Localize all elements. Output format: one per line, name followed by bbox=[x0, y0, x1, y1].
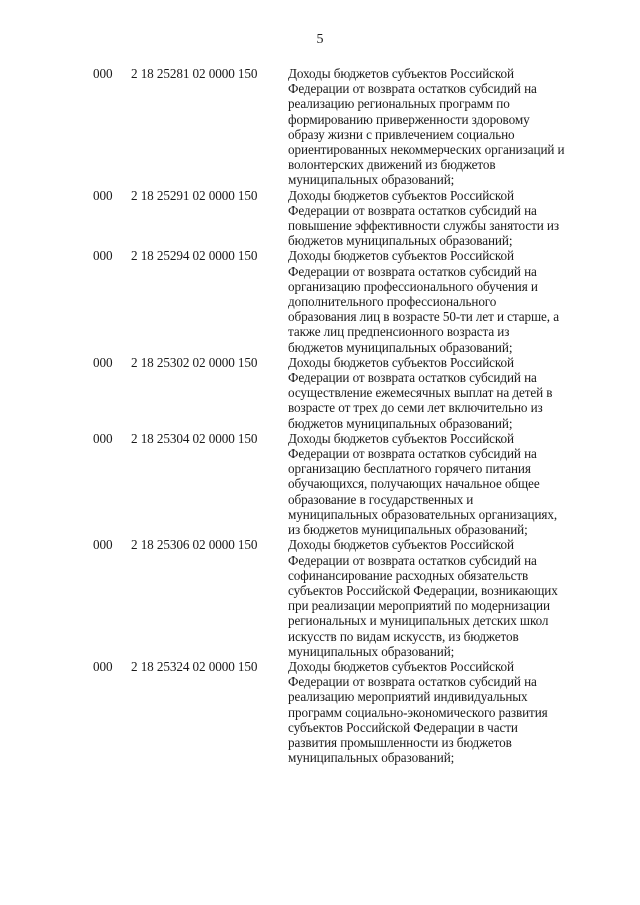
kbk-code: 2 18 25304 02 0000 150 bbox=[131, 430, 258, 446]
admin-code: 000 bbox=[93, 658, 113, 674]
income-description: Доходы бюджетов субъектов Российской Федерации от возврата остатков субсидий на повышение эффективности службы занятости из бюджетов муниципальных образований; bbox=[288, 187, 559, 249]
kbk-code: 2 18 25306 02 0000 150 bbox=[131, 537, 258, 553]
kbk-code: 2 18 25291 02 0000 150 bbox=[131, 187, 258, 203]
table-row bbox=[0, 659, 640, 765]
table-row bbox=[0, 431, 640, 537]
admin-code: 000 bbox=[93, 248, 113, 264]
income-description: Доходы бюджетов субъектов Российской Федерации от возврата остатков субсидий на осуществление ежемесячных выплат на детей в возрасте от трех до семи лет включительно из бюджетов муниципальных образований; bbox=[288, 354, 553, 431]
admin-code: 000 bbox=[93, 187, 113, 203]
admin-code: 000 bbox=[93, 354, 113, 370]
income-description: Доходы бюджетов субъектов Российской Федерации от возврата остатков субсидий на реализацию региональных программ по формированию приверженности здоровому образу жизни с привлечением социально ориентированных некоммерческих организаций и волонтерских движений из бюджетов муниципальных образований; bbox=[288, 66, 565, 188]
kbk-code: 2 18 25281 02 0000 150 bbox=[131, 66, 258, 81]
kbk-code: 2 18 25324 02 0000 150 bbox=[131, 658, 258, 674]
table-row bbox=[0, 66, 640, 188]
budget-code-list bbox=[0, 66, 640, 765]
admin-code: 000 bbox=[93, 537, 113, 553]
table-row bbox=[0, 248, 640, 354]
income-description: Доходы бюджетов субъектов Российской Федерации от возврата остатков субсидий на реализацию мероприятий индивидуальных программ социально-экономического развития субъектов Российской Федерации в части развития промышленности из бюджетов муниципальных образований; bbox=[288, 658, 548, 766]
table-row bbox=[0, 537, 640, 659]
table-row bbox=[0, 188, 640, 249]
kbk-code: 2 18 25294 02 0000 150 bbox=[131, 248, 258, 264]
income-description: Доходы бюджетов субъектов Российской Федерации от возврата остатков субсидий на организацию бесплатного горячего питания обучающихся, получающих начальное общее образование в государственных и муниципальных образовательных организациях, из бюджетов муниципальных образований; bbox=[288, 430, 558, 538]
admin-code: 000 bbox=[93, 66, 113, 81]
admin-code: 000 bbox=[93, 430, 113, 446]
kbk-code: 2 18 25302 02 0000 150 bbox=[131, 354, 258, 370]
table-row bbox=[0, 355, 640, 431]
income-description: Доходы бюджетов субъектов Российской Федерации от возврата остатков субсидий на организацию профессионального обучения и дополнительного профессионального образования лиц в возрасте 50-ти лет и старше, а также лиц предпенсионного возраста из бюджетов муниципальных образований; bbox=[288, 248, 559, 355]
page-number: 5 bbox=[316, 32, 324, 47]
income-description: Доходы бюджетов субъектов Российской Федерации от возврата остатков субсидий на софинансирование расходных обязательств субъектов Российской Федерации, возникающих при реализации мероприятий по модернизации региональных и муниципальных детских школ искусств по видам искусств, из бюджетов муниципальных образований; bbox=[288, 537, 558, 659]
